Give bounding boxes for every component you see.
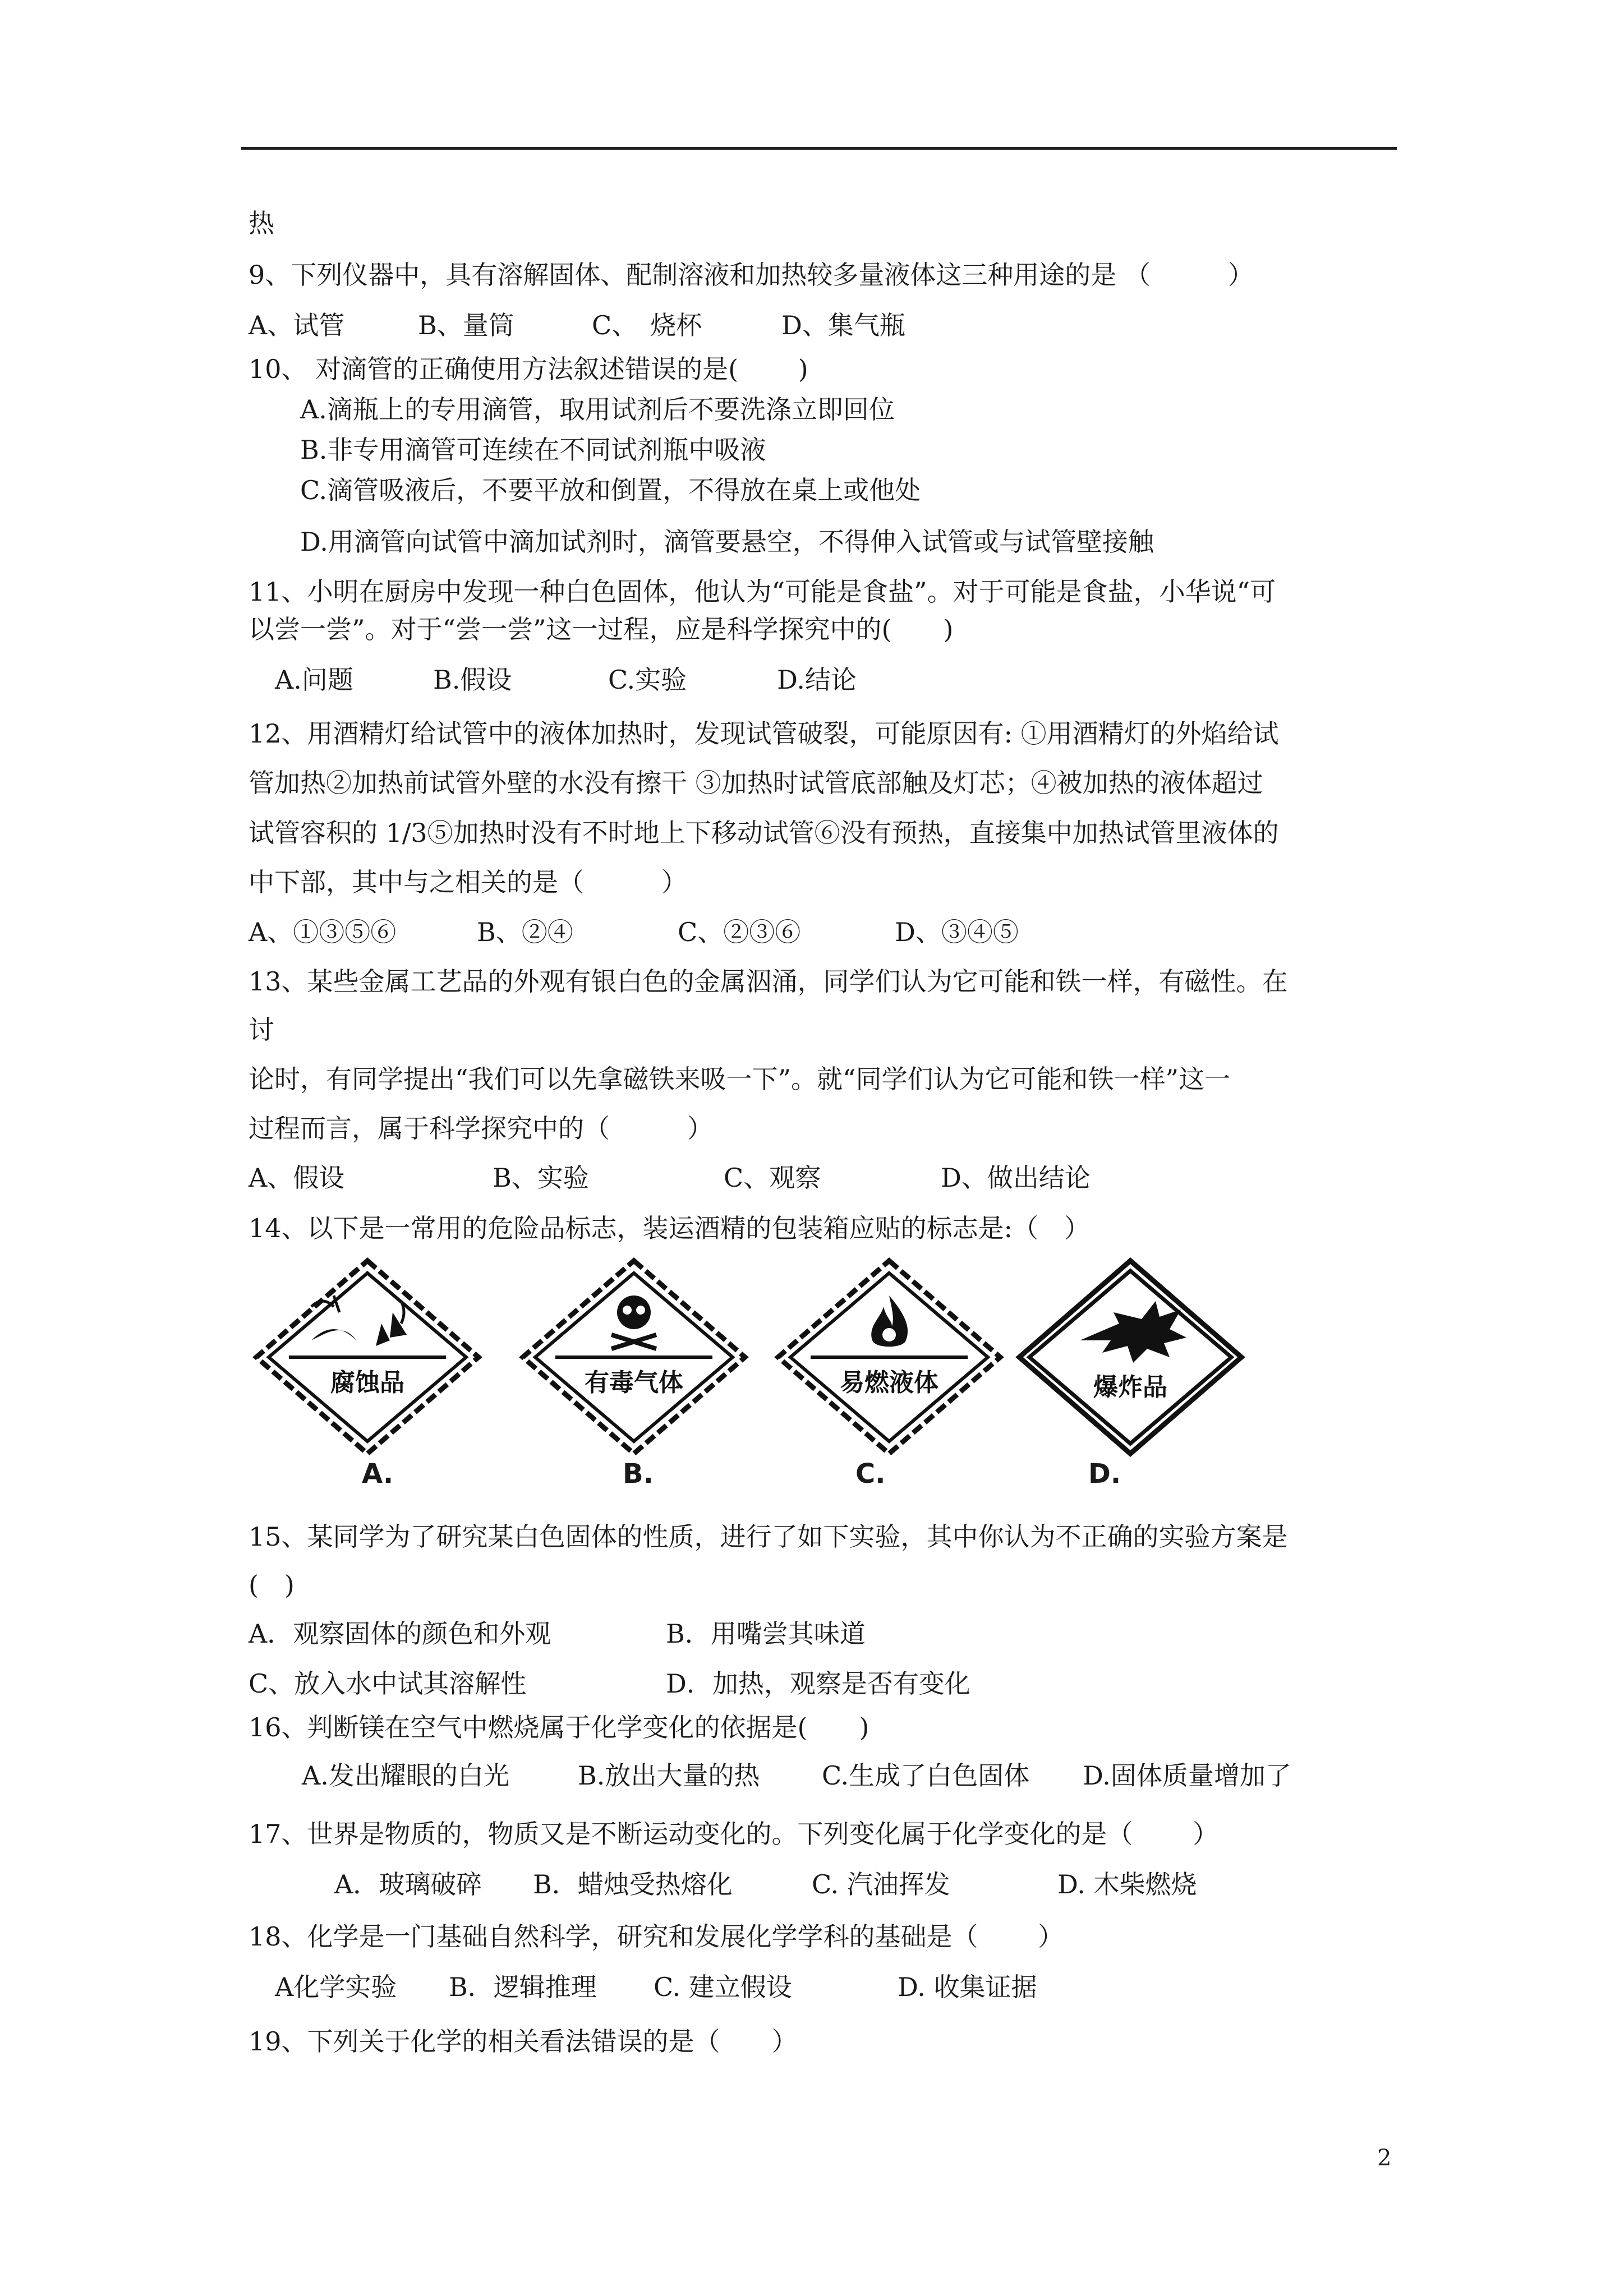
answer-option: B.放出大量的热 bbox=[578, 1760, 760, 1791]
text-line: 16、判断镁在空气中燃烧属于化学变化的依据是( ) bbox=[249, 1712, 869, 1742]
text-line: 中下部，其中与之相关的是（ ） bbox=[249, 867, 687, 897]
sign-label: 有毒气体 bbox=[585, 1368, 683, 1397]
text-line: 11、小明在厨房中发现一种白色固体，他认为“可能是食盐”。对于可能是食盐，小华说“可 bbox=[249, 577, 1276, 607]
hazard-sign-explosive bbox=[1013, 1256, 1248, 1458]
text-line: 讨 bbox=[249, 1015, 274, 1045]
sign-letter-d: D. bbox=[1088, 1458, 1121, 1490]
text-line: 19、下列关于化学的相关看法错误的是（ ） bbox=[249, 2026, 798, 2057]
text-line: 试管容积的 1/3⑤加热时没有不时地上下移动试管⑥没有预热，直接集中加热试管里液体的 bbox=[249, 818, 1279, 848]
answer-option: C.生成了白色固体 bbox=[822, 1760, 1030, 1791]
flame-icon bbox=[771, 1256, 1007, 1458]
sign-letter-b: B. bbox=[623, 1458, 654, 1490]
text-line: 18、化学是一门基础自然科学，研究和发展化学学科的基础是（ ） bbox=[249, 1921, 1064, 1952]
text-line: 9、下列仪器中，具有溶解固体、配制溶液和加热较多量液体这三种用途的是 （ ） bbox=[249, 260, 1254, 290]
answer-option: C、 烧杯 bbox=[592, 310, 702, 340]
answer-option: C、放入水中试其溶解性 bbox=[249, 1668, 527, 1699]
answer-option: B．用嘴尝其味道 bbox=[666, 1619, 866, 1649]
answer-option: A、①③⑤⑥ bbox=[249, 917, 397, 947]
answer-option: B、②④ bbox=[477, 917, 573, 947]
answer-option: A.发出耀眼的白光 bbox=[302, 1760, 509, 1791]
text-line: ( ) bbox=[249, 1570, 295, 1600]
sign-letter-c: C. bbox=[855, 1458, 886, 1490]
answer-option: B、量筒 bbox=[418, 310, 514, 340]
skull-icon bbox=[516, 1256, 752, 1458]
answer-option: C、观察 bbox=[724, 1163, 821, 1193]
hazard-sign-flammable-liquid bbox=[771, 1256, 1007, 1458]
answer-option: A．玻璃破碎 bbox=[334, 1869, 482, 1899]
answer-option: C、②③⑥ bbox=[678, 917, 801, 947]
sign-letter-a: A. bbox=[362, 1458, 394, 1490]
text-line: 热 bbox=[249, 208, 274, 238]
answer-option: A．观察固体的颜色和外观 bbox=[249, 1619, 551, 1649]
answer-option: D、做出结论 bbox=[941, 1163, 1091, 1193]
text-line: 17、世界是物质的，物质又是不断运动变化的。下列变化属于化学变化的是（ ） bbox=[249, 1819, 1219, 1849]
text-line: 12、用酒精灯给试管中的液体加热时，发现试管破裂，可能原因有: ①用酒精灯的外焰给试 bbox=[249, 718, 1279, 749]
hazard-sign-toxic-gas bbox=[516, 1256, 752, 1458]
text-line: C.滴管吸液后，不要平放和倒置，不得放在桌上或他处 bbox=[249, 475, 921, 505]
text-line: 14、以下是一常用的危险品标志，装运酒精的包装箱应贴的标志是:（ ） bbox=[249, 1213, 1091, 1243]
answer-option: D、集气瓶 bbox=[781, 310, 905, 340]
answer-option: B、实验 bbox=[493, 1163, 589, 1193]
text-line: 15、某同学为了研究某白色固体的性质，进行了如下实验，其中你认为不正确的实验方案是 bbox=[249, 1522, 1288, 1552]
sign-label: 腐蚀品 bbox=[330, 1368, 404, 1397]
text-line: 以尝一尝”。对于“尝一尝”这一过程，应是科学探究中的( ) bbox=[249, 614, 954, 644]
hazard-sign-corrosive bbox=[250, 1256, 485, 1458]
page-number: 2 bbox=[1377, 2145, 1392, 2171]
text-line: 13、某些金属工艺品的外观有银白色的金属泅涌，同学们认为它可能和铁一样，有磁性。在 bbox=[249, 966, 1288, 997]
answer-option: B．蜡烛受热熔化 bbox=[533, 1869, 733, 1899]
text-line: 论时，有同学提出“我们可以先拿磁铁来吸一下”。就“同学们认为它可能和铁一样”这一 bbox=[249, 1064, 1231, 1094]
answer-option: C. 汽油挥发 bbox=[812, 1869, 950, 1899]
answer-option: D．加热，观察是否有变化 bbox=[666, 1668, 970, 1699]
answer-option: A、假设 bbox=[249, 1163, 345, 1193]
answer-option: D. 收集证据 bbox=[898, 1972, 1037, 2002]
answer-option: B.假设 bbox=[433, 665, 512, 695]
text-line: 管加热②加热前试管外壁的水没有擦干 ③加热时试管底部触及灯芯；④被加热的液体超过 bbox=[249, 768, 1263, 798]
answer-option: C.实验 bbox=[608, 665, 687, 695]
explosion-icon bbox=[1013, 1256, 1248, 1458]
corrosive-icon bbox=[250, 1256, 485, 1458]
answer-option: C. 建立假设 bbox=[654, 1972, 792, 2002]
text-line: 过程而言，属于科学探究中的（ ） bbox=[249, 1113, 713, 1144]
answer-option: D. 木柴燃烧 bbox=[1057, 1869, 1197, 1899]
answer-option: B．逻辑推理 bbox=[449, 1972, 597, 2002]
answer-option: A、试管 bbox=[249, 310, 345, 340]
text-line: B.非专用滴管可连续在不同试剂瓶中吸液 bbox=[249, 435, 766, 465]
answer-option: D.结论 bbox=[777, 665, 857, 695]
sign-label: 易燃液体 bbox=[840, 1368, 938, 1397]
text-line: D.用滴管向试管中滴加试剂时，滴管要悬空，不得伸入试管或与试管壁接触 bbox=[249, 527, 1154, 557]
text-line: 10、 对滴管的正确使用方法叙述错误的是( ) bbox=[249, 354, 808, 384]
sign-label: 爆炸品 bbox=[1093, 1373, 1167, 1401]
answer-option: D、③④⑤ bbox=[895, 917, 1019, 947]
answer-option: D.固体质量增加了 bbox=[1083, 1760, 1291, 1791]
answer-option: A.问题 bbox=[275, 665, 353, 695]
answer-option: A化学实验 bbox=[275, 1972, 397, 2002]
header-rule bbox=[241, 147, 1397, 150]
text-line: A.滴瓶上的专用滴管，取用试剂后不要洗涤立即回位 bbox=[249, 394, 895, 425]
